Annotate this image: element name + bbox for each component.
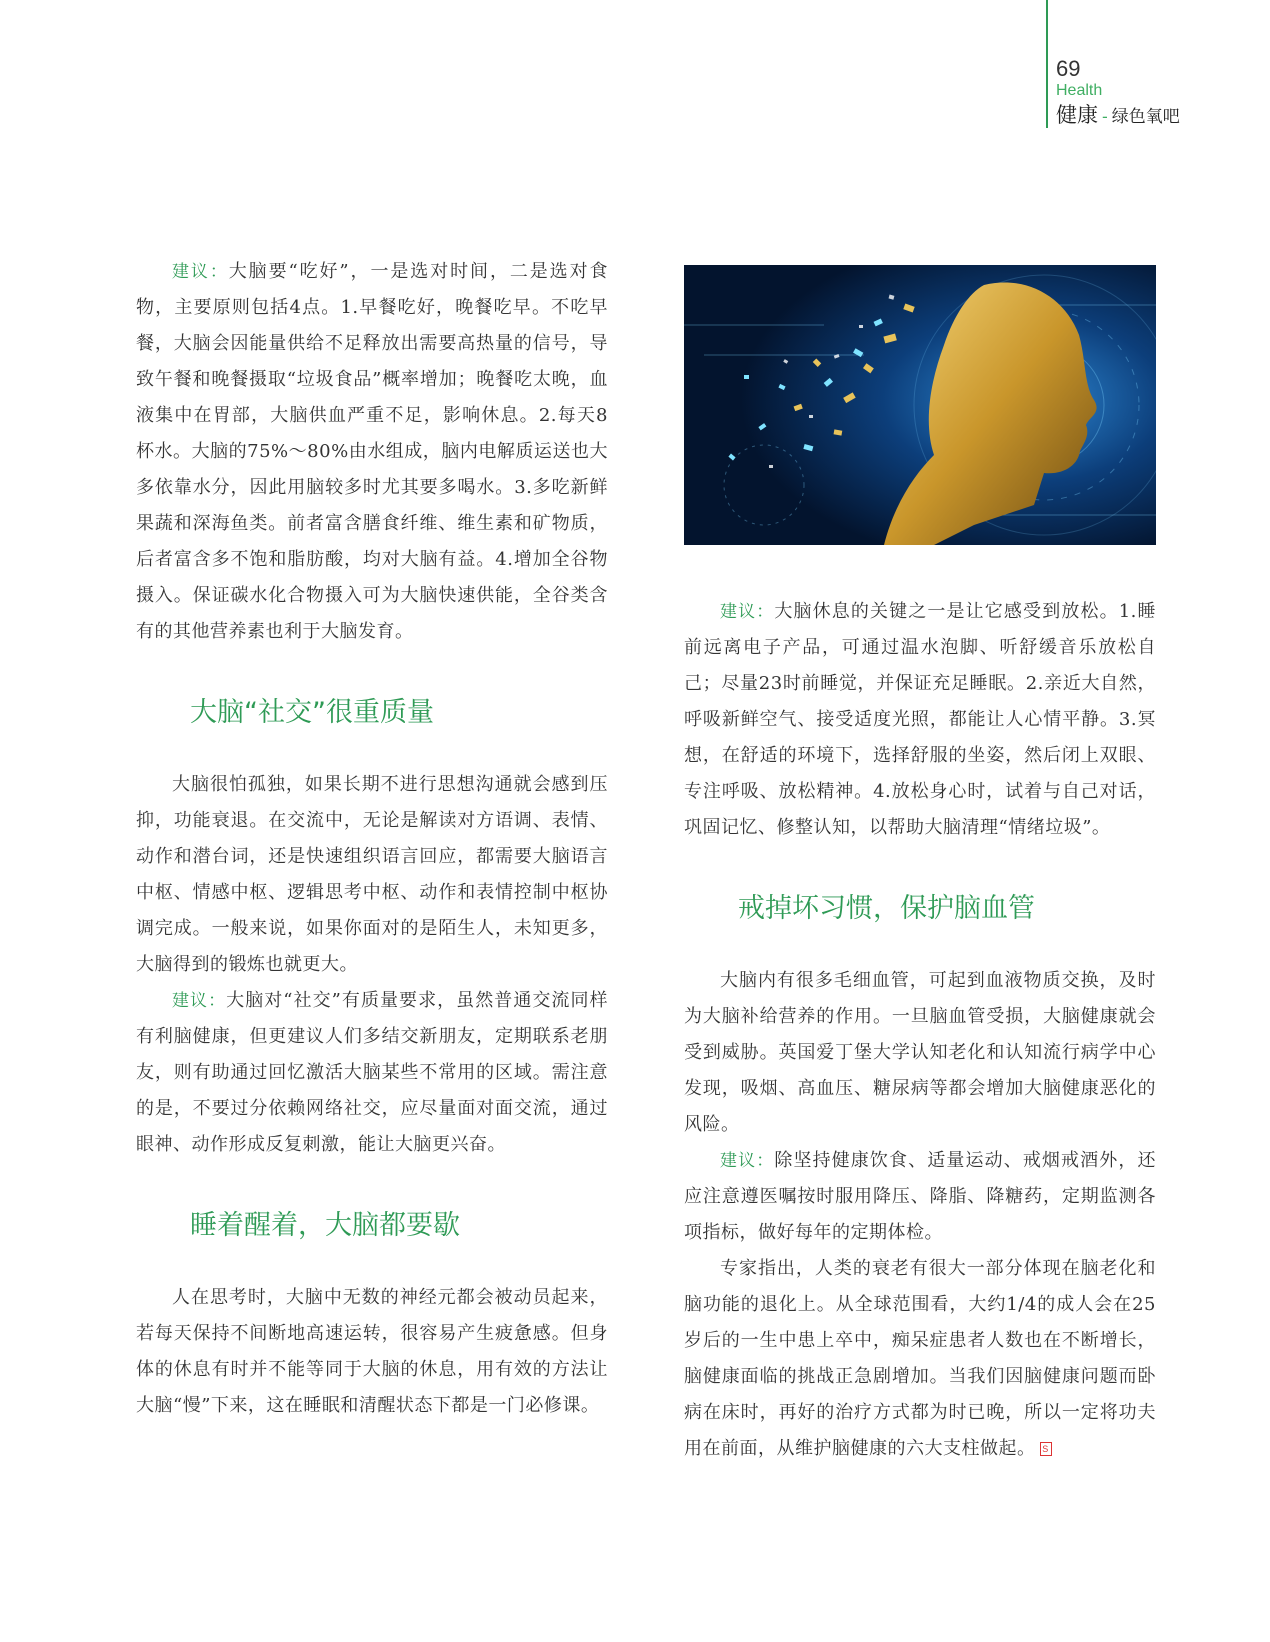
- section-heading: [1056, 102, 1180, 130]
- heading-brain-rest: 睡着醒着，大脑都要歇: [190, 1210, 460, 1241]
- category-chinese: 健康: [1056, 103, 1098, 127]
- paragraph-social-advice: [136, 983, 608, 1163]
- advice-tag: 建议：: [720, 602, 775, 622]
- advice-tag: 建议：: [172, 262, 229, 282]
- right-column: [684, 594, 1156, 1467]
- heading-brain-social: 大脑“社交”很重质量: [190, 697, 434, 728]
- advice-tag: 建议：: [172, 991, 227, 1011]
- paragraph-text: 专家指出，人类的衰老有很大一部分体现在脑老化和脑功能的退化上。从全球范围看，大约1/4的成人会在25岁后的一生中患上卒中，痴呆症患者人数也在不断增长，脑健康面临的挑战正急剧增加。当我们因脑健康问题而卧病在床时，再好的治疗方式都为时已晚，所以一定将功夫用在前面，从维护脑健康的六大支柱做起。: [684, 1258, 1156, 1459]
- advice-tag: 建议：: [720, 1151, 775, 1171]
- photo-illustration: [684, 265, 1156, 545]
- left-column: [136, 254, 608, 1424]
- end-mark-icon: S: [1040, 1442, 1052, 1456]
- paragraph-social: 大脑很怕孤独，如果长期不进行思想沟通就会感到压抑，功能衰退。在交流中，无论是解读对方语调、表情、动作和潜台词，还是快速组织语言回应，都需要大脑语言中枢、情感中枢、逻辑思考中枢、动作和表情控制中枢协调完成。一般来说，如果你面对的是陌生人，未知更多，大脑得到的锻炼也就更大。: [136, 774, 608, 975]
- paragraph-text: 大脑要“吃好”，一是选对时间，二是选对食物，主要原则包括4点。1.早餐吃好，晚餐吃早。不吃早餐，大脑会因能量供给不足释放出需要高热量的信号，导致午餐和晚餐摄取“垃圾食品”概率增加；晚餐吃太晚，血液集中在胃部，大脑供血严重不足，影响休息。2.每天8杯水。大脑的75%～80%由水组成，脑内电解质运送也大多依靠水分，因此用脑较多时尤其要多喝水。3.多吃新鲜果蔬和深海鱼类。前者富含膳食纤维、维生素和矿物质，后者富含多不饱和脂肪酸，均对大脑有益。4.增加全谷物摄入。保证碳水化合物摄入可为大脑快速供能，全谷类含有的其他营养素也利于大脑发育。: [136, 261, 609, 642]
- paragraph-expert: [684, 1251, 1156, 1467]
- paragraph-text: 除坚持健康饮食、适量运动、戒烟戒酒外，还应注意遵医嘱按时服用降压、降脂、降糖药，定期监测各项指标，做好每年的定期体检。: [684, 1150, 1157, 1243]
- header-rule: [1046, 0, 1048, 128]
- paragraph-vessels: 大脑内有很多毛细血管，可起到血液物质交换，及时为大脑补给营养的作用。一旦脑血管受损，大脑健康就会受到威胁。英国爱丁堡大学认知老化和认知流行病学中心发现，吸烟、高血压、糖尿病等都会增加大脑健康恶化的风险。: [684, 970, 1156, 1135]
- paragraph-diet-advice: [136, 254, 608, 650]
- heading-blood-vessels: 戒掉坏习惯，保护脑血管: [738, 893, 1035, 924]
- paragraph-vessels-advice: [684, 1143, 1156, 1251]
- paragraph-rest-advice: [684, 594, 1156, 846]
- category-english: Health: [1056, 82, 1103, 99]
- column-name: 绿色氧吧: [1111, 107, 1180, 127]
- paragraph-rest: 人在思考时，大脑中无数的神经元都会被动员起来，若每天保持不间断地高速运转，很容易产生疲惫感。但身体的休息有时并不能等同于大脑的休息，用有效的方法让大脑“慢”下来，这在睡眠和清醒状态下都是一门必修课。: [136, 1287, 608, 1416]
- ai-head-photo: [684, 265, 1156, 545]
- header-separator: -: [1102, 107, 1108, 126]
- page-number: 69: [1056, 56, 1081, 81]
- paragraph-text: 大脑休息的关键之一是让它感受到放松。1.睡前远离电子产品，可通过温水泡脚、听舒缓音乐放松自己；尽量23时前睡觉，并保证充足睡眠。2.亲近大自然，呼吸新鲜空气、接受适度光照，都能让人心情平静。3.冥想，在舒适的环境下，选择舒服的坐姿，然后闭上双眼、专注呼吸、放松精神。4.放松身心时，试着与自己对话，巩固记忆、修整认知，以帮助大脑清理“情绪垃圾”。: [684, 601, 1157, 838]
- paragraph-text: 大脑对“社交”有质量要求，虽然普通交流同样有利脑健康，但更建议人们多结交新朋友，定期联系老朋友，则有助通过回忆激活大脑某些不常用的区域。需注意的是，不要过分依赖网络社交，应尽量面对面交流，通过眼神、动作形成反复刺激，能让大脑更兴奋。: [136, 990, 609, 1155]
